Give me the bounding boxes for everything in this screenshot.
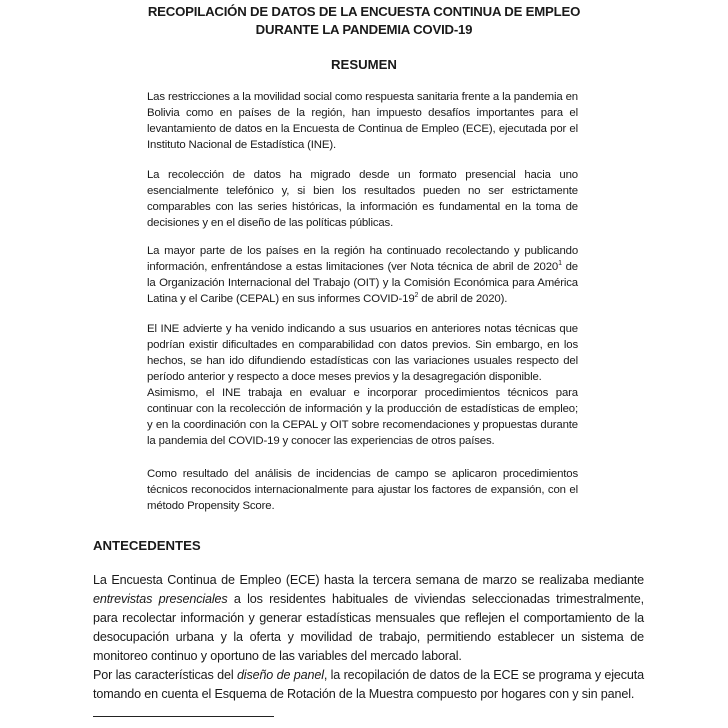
summary-paragraph-2 [147,167,578,231]
body-paragraph-1-part-1: La Encuesta Continua de Empleo (ECE) hasta la tercera semana de marzo se realizaba mediante [93,573,644,587]
body-paragraph-1-italic: entrevistas presenciales [93,592,228,606]
section-heading-antecedentes: ANTECEDENTES [93,538,201,553]
footnote-separator-rule [93,716,274,717]
summary-paragraph-5 [147,466,578,514]
summary-paragraph-3-part-2: de la Organización Internacional del Trabajo (OIT) y la Comisión Económica para América Latina y el Caribe (CEPAL) en sus informes COVID-19 [147,261,578,305]
footnote-ref-2[interactable]: 2 [414,292,419,300]
body-paragraph-1-text [93,571,644,666]
summary-paragraph-3-text [147,243,578,307]
body-paragraph-2-text [93,666,644,704]
summary-paragraph-4b-text: Asimismo, el INE trabaja en evaluar e incorporar procedimientos técnicos para continuar con la recolección de información y la producción de estadísticas de empleo; y en la coordinación con la CEPAL y OIT sobre recomendaciones y propuestas durante la pandemia del COVID-19 y conocer las experiencias de otros países. [147,387,578,447]
summary-paragraph-2-text: La recolección de datos ha migrado desde un formato presencial hacia uno esencialmente telefónico y, si bien los resultados pueden no ser estrictamente comparables con las series históricas, la información es fundamental en la toma de decisiones y en el diseño de las políticas públicas. [147,169,578,229]
summary-paragraph-3-part-3: de abril de 2020). [418,293,508,305]
summary-paragraph-4 [147,321,578,449]
summary-heading: RESUMEN [331,57,397,72]
summary-paragraph-4a-text: El INE advierte y ha venido indicando a sus usuarios en anteriores notas técnicas que podrían existir dificultades en comparabilidad con datos previos. Sin embargo, en los hechos, se han ido difundiendo estadísticas con las variaciones usuales respecto del período anterior y respecto a doce meses previos y la desagregación disponible. [147,323,578,383]
body-paragraph-1-part-2: a los residentes habituales de viviendas seleccionadas trimestralmente, para recolectar información y generar estadísticas mensuales que reflejen el comportamiento de la desocupación urbana y la oferta y movilidad de trabajo, permitiendo establecer un sistema de monitoreo continuo y oportuno de las variables del mercado laboral. [93,592,644,663]
footnote-ref-1[interactable]: 1 [558,260,562,268]
document-title-line-2: DURANTE LA PANDEMIA COVID-19 [255,22,473,37]
summary-paragraph-5-text: Como resultado del análisis de incidencias de campo se aplicaron procedimientos técnicos reconocidos internacionalmente para ajustar los factores de expansión, con el método Propensity Score. [147,468,578,512]
body-paragraph-2-part-2: , la recopilación de datos de la ECE se programa y ejecuta tomando en cuenta el Esquema de Rotación de la Muestra compuesto por hogares con y sin panel. [93,668,644,701]
body-paragraph-2-part-1: Por las características del [93,668,237,682]
summary-paragraph-1-text: Las restricciones a la movilidad social como respuesta sanitaria frente a la pandemia en Bolivia como en países de la región, han impuesto desafíos importantes para el levantamiento de datos en la Encuesta de Continua de Empleo (ECE), ejecutada por el Instituto Nacional de Estadística (INE). [147,91,578,151]
summary-paragraph-1 [147,89,578,153]
document-title-line-1: RECOPILACIÓN DE DATOS DE LA ENCUESTA CONTINUA DE EMPLEO [147,4,581,19]
body-paragraph-1 [93,571,644,666]
summary-paragraph-3-part-1: La mayor parte de los países en la región ha continuado recolectando y publicando información, enfrentándose a estas limitaciones (ver Nota técnica de abril de 2020 [147,245,578,273]
body-paragraph-2 [93,666,644,704]
summary-paragraph-3 [147,243,578,307]
body-paragraph-2-italic: diseño de panel [236,668,324,682]
